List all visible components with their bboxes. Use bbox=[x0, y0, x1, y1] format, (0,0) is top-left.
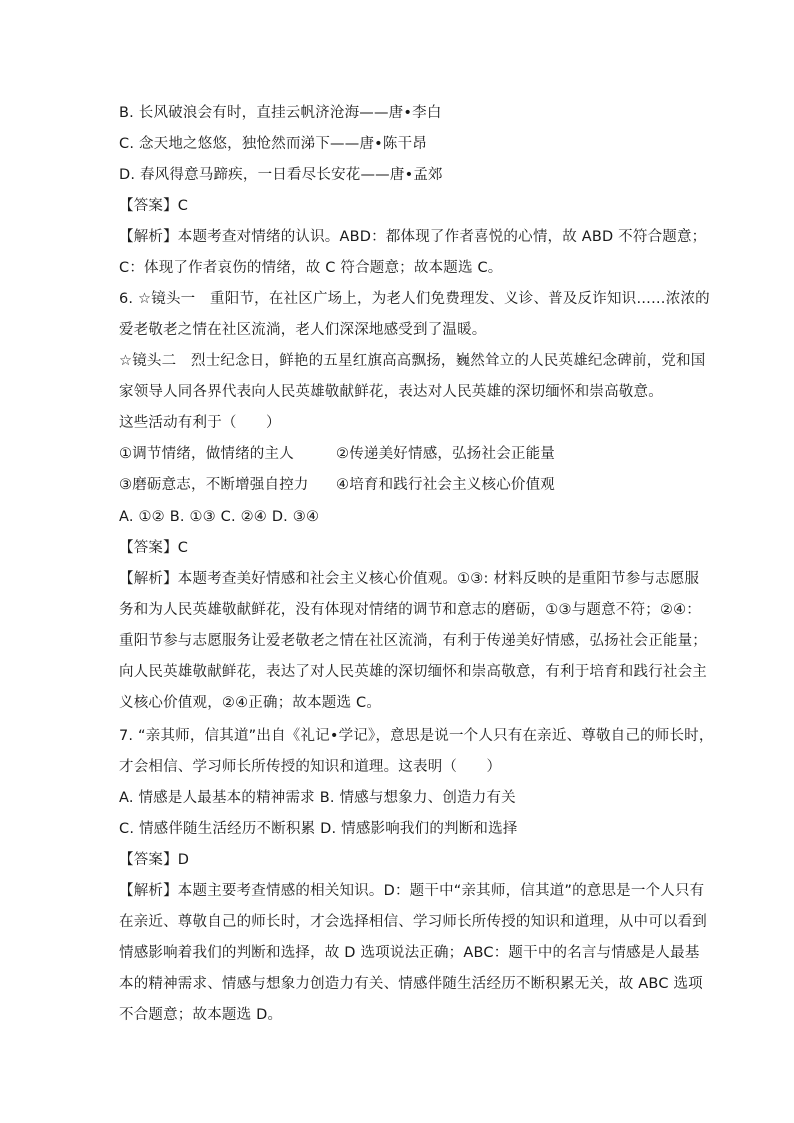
question-7-line: 7. “亲其师，信其道”出自《礼记•学记》，意思是说一个人只有在亲近、尊敬自己的师长时， bbox=[119, 728, 714, 744]
analysis-q6-line: 向人民英雄敬献鲜花，表达了对人民英雄的深切缅怀和崇高敬意，有利于培育和践行社会主 bbox=[119, 664, 707, 680]
analysis-q7-line: 本的精神需求、情感与想象力创造力有关、情感伴随生活经历不断积累无关，故 ABC 选项 bbox=[119, 976, 703, 992]
analysis-q6-line: 务和为人民英雄敬献鲜花，没有体现对情绪的调节和意志的磨砺，①③与题意不符；②④： bbox=[119, 602, 701, 618]
analysis-q7-line: 情感影响着我们的判断和选择，故 D 选项说法正确；ABC：题干中的名言与情感是人最基 bbox=[119, 945, 700, 961]
analysis-q6-line: 【解析】本题考查美好情感和社会主义核心价值观。①③: 材料反映的是重阳节参与志愿服 bbox=[119, 571, 700, 587]
answer-q5: 【答案】C bbox=[119, 198, 189, 214]
option-d: D. 春风得意马蹄疾，一日看尽长安花——唐•孟郊 bbox=[119, 167, 443, 183]
analysis-q7-line: 【解析】本题主要考查情感的相关知识。D：题干中“亲其师，信其道”的意思是一个人只有 bbox=[119, 883, 705, 899]
question-6-prompt: 这些活动有利于（ ） bbox=[119, 415, 281, 431]
answer-q6: 【答案】C bbox=[119, 540, 189, 556]
option-c: C. 念天地之悠悠，独怆然而涕下——唐•陈干昂 bbox=[119, 136, 427, 152]
question-6-line: 爱老敬老之情在社区流淌，老人们深深地感受到了温暖。 bbox=[119, 322, 487, 338]
q6-option-2: ②传递美好情感，弘扬社会正能量 bbox=[336, 446, 555, 462]
q6-option-1: ①调节情绪，做情绪的主人 bbox=[119, 446, 294, 462]
analysis-q7-line: 在亲近、尊敬自己的师长时，才会选择相信、学习师长所传授的知识和道理，从中可以看到 bbox=[119, 914, 707, 930]
analysis-q5-line: C：体现了作者哀伤的情绪，故 C 符合题意；故本题选 C。 bbox=[119, 260, 503, 276]
option-b: B. 长风破浪会有时，直挂云帆济沧海——唐•李白 bbox=[119, 105, 442, 121]
analysis-q6-line: 重阳节参与志愿服务让爱老敬老之情在社区流淌，有利于传递美好情感，弘扬社会正能量； bbox=[119, 633, 707, 649]
q6-option-4: ④培育和践行社会主义核心价值观 bbox=[336, 477, 555, 493]
question-6-line: ☆镜头二 烈士纪念日，鲜艳的五星红旗高高飘扬，巍然耸立的人民英雄纪念碑前，党和国 bbox=[119, 353, 706, 369]
q7-choices: C. 情感伴随生活经历不断积累 D. 情感影响我们的判断和选择 bbox=[119, 821, 518, 837]
question-6-line: 6. ☆镜头一 重阳节，在社区广场上，为老人们免费理发、义诊、普及反诈知识……浓浓的 bbox=[119, 291, 710, 307]
q6-option-3: ③磨砺意志，不断增强自控力 bbox=[119, 477, 309, 493]
answer-q7: 【答案】D bbox=[119, 852, 190, 868]
analysis-q6-line: 义核心价值观，②④正确；故本题选 C。 bbox=[119, 695, 382, 711]
q6-choices: A. ①② B. ①③ C. ②④ D. ③④ bbox=[119, 509, 320, 525]
q7-choices: A. 情感是人最基本的精神需求 B. 情感与想象力、创造力有关 bbox=[119, 790, 516, 806]
question-7-line: 才会相信、学习师长所传授的知识和道理。这表明（ ） bbox=[119, 759, 502, 775]
question-6-line: 家领导人同各界代表向人民英雄敬献鲜花，表达对人民英雄的深切缅怀和崇高敬意。 bbox=[119, 384, 663, 400]
analysis-q5-line: 【解析】本题考查对情绪的认识。ABD：都体现了作者喜悦的心情，故 ABD 不符合题意； bbox=[119, 229, 707, 245]
analysis-q7-line: 不合题意；故本题选 D。 bbox=[119, 1007, 283, 1023]
